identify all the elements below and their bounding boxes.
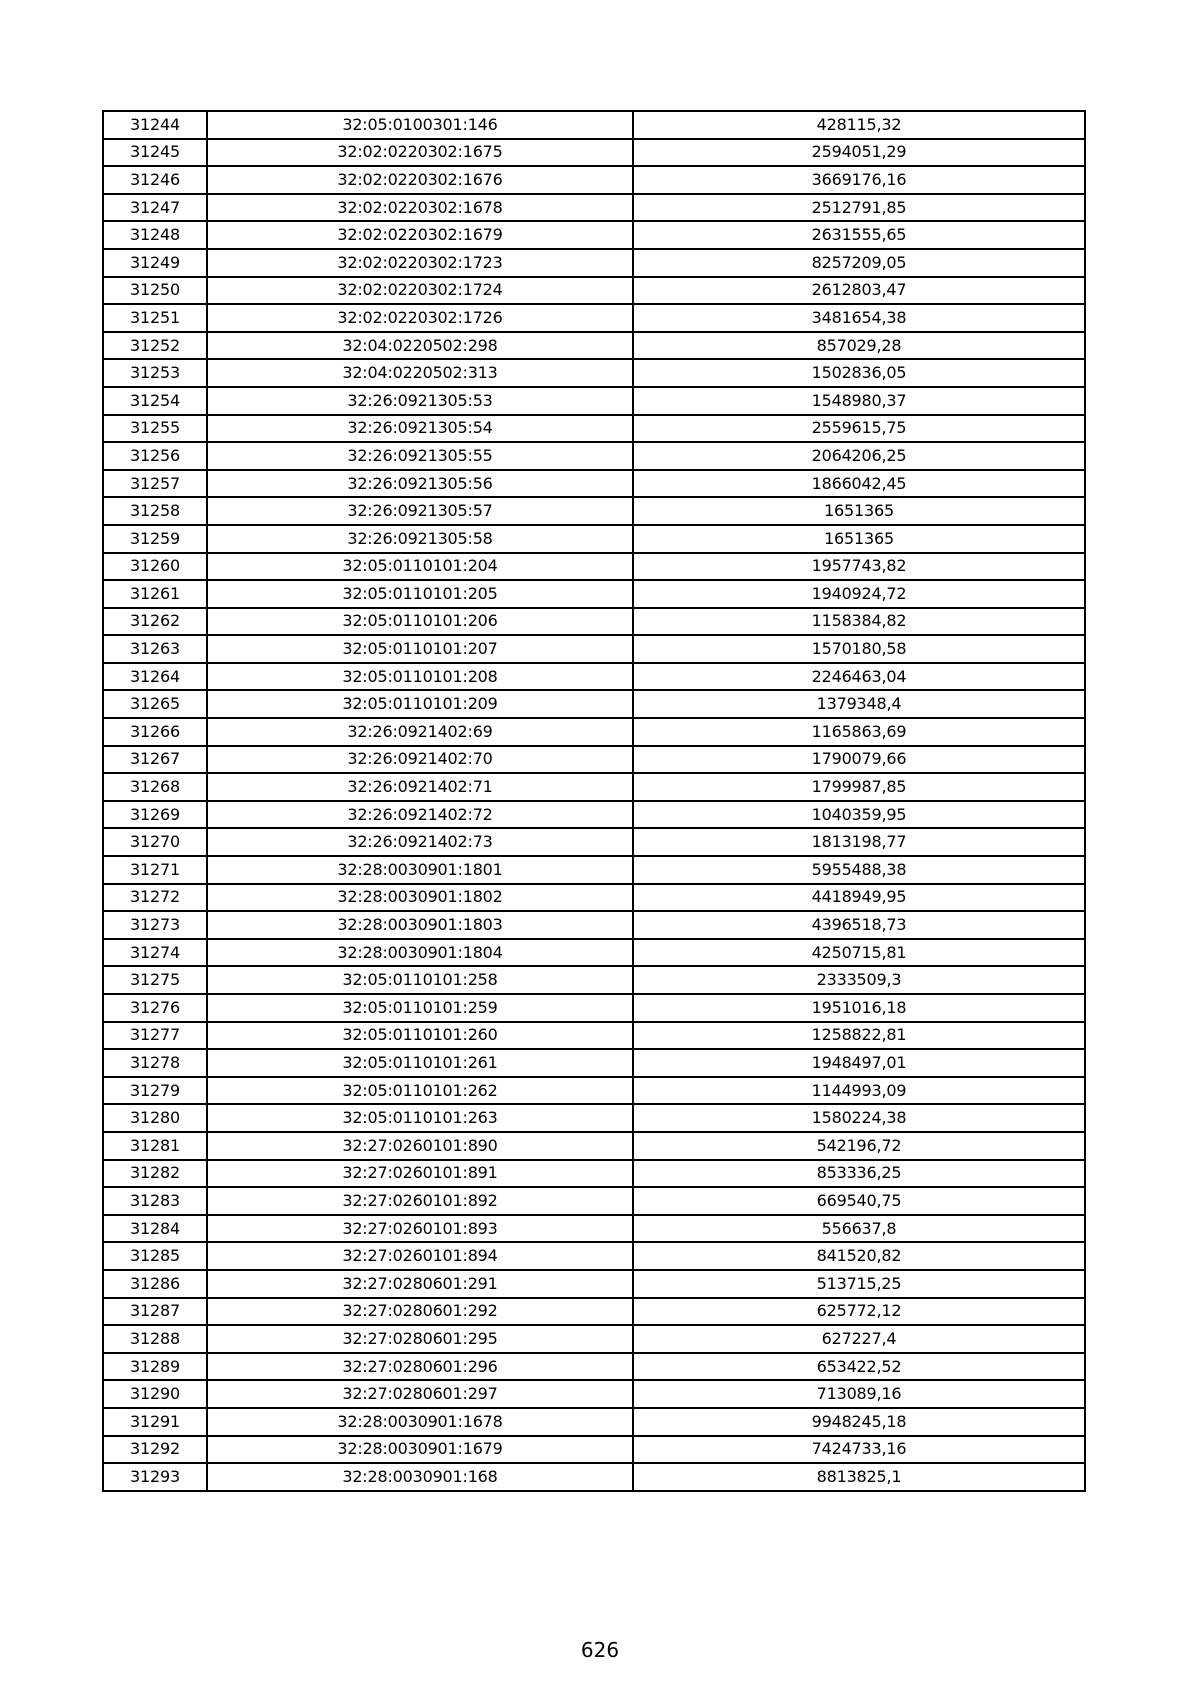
cadastral-number-cell: 32:26:0921402:69 [207,718,633,746]
table-row [103,139,1085,167]
row-number-cell: 31259 [103,525,207,553]
value-cell: 1799987,85 [633,773,1085,801]
row-number-cell: 31288 [103,1325,207,1353]
row-number-cell: 31285 [103,1242,207,1270]
value-cell: 8813825,1 [633,1463,1085,1491]
cadastral-number-cell: 32:02:0220302:1723 [207,249,633,277]
table-row [103,194,1085,222]
table-row [103,746,1085,774]
row-number-cell: 31287 [103,1298,207,1326]
row-number-cell: 31292 [103,1436,207,1464]
row-number-cell: 31279 [103,1077,207,1105]
row-number-cell: 31249 [103,249,207,277]
table-row [103,442,1085,470]
table-row [103,1325,1085,1353]
table-row [103,166,1085,194]
table-row [103,1022,1085,1050]
cadastral-number-cell: 32:05:0100301:146 [207,111,633,139]
value-cell: 5955488,38 [633,856,1085,884]
table-row [103,994,1085,1022]
cadastral-number-cell: 32:02:0220302:1676 [207,166,633,194]
table-row [103,1077,1085,1105]
cadastral-number-cell: 32:05:0110101:258 [207,966,633,994]
row-number-cell: 31276 [103,994,207,1022]
cadastral-number-cell: 32:05:0110101:204 [207,553,633,581]
table-row [103,1436,1085,1464]
table-row [103,1463,1085,1491]
row-number-cell: 31248 [103,221,207,249]
value-cell: 3669176,16 [633,166,1085,194]
table-row [103,387,1085,415]
row-number-cell: 31253 [103,359,207,387]
cadastral-number-cell: 32:28:0030901:1679 [207,1436,633,1464]
table-row [103,884,1085,912]
row-number-cell: 31262 [103,608,207,636]
cadastral-number-cell: 32:26:0921305:58 [207,525,633,553]
row-number-cell: 31267 [103,746,207,774]
table-row [103,801,1085,829]
row-number-cell: 31263 [103,635,207,663]
value-cell: 2064206,25 [633,442,1085,470]
cadastral-number-cell: 32:05:0110101:259 [207,994,633,1022]
cadastral-number-cell: 32:05:0110101:263 [207,1104,633,1132]
cadastral-number-cell: 32:05:0110101:207 [207,635,633,663]
cadastral-number-cell: 32:05:0110101:206 [207,608,633,636]
value-cell: 1379348,4 [633,690,1085,718]
table-row [103,856,1085,884]
table-row [103,608,1085,636]
cadastral-number-cell: 32:02:0220302:1726 [207,304,633,332]
value-cell: 1651365 [633,525,1085,553]
row-number-cell: 31251 [103,304,207,332]
value-cell: 2594051,29 [633,139,1085,167]
value-cell: 1144993,09 [633,1077,1085,1105]
row-number-cell: 31261 [103,580,207,608]
cadastral-number-cell: 32:02:0220302:1678 [207,194,633,222]
row-number-cell: 31281 [103,1132,207,1160]
cadastral-number-cell: 32:27:0260101:894 [207,1242,633,1270]
value-cell: 1165863,69 [633,718,1085,746]
value-cell: 513715,25 [633,1270,1085,1298]
cadastral-number-cell: 32:27:0280601:291 [207,1270,633,1298]
value-cell: 627227,4 [633,1325,1085,1353]
cadastral-number-cell: 32:02:0220302:1724 [207,277,633,305]
table-row [103,1187,1085,1215]
row-number-cell: 31291 [103,1408,207,1436]
value-cell: 1866042,45 [633,470,1085,498]
table-row [103,249,1085,277]
row-number-cell: 31282 [103,1160,207,1188]
value-cell: 1813198,77 [633,828,1085,856]
table-row [103,553,1085,581]
value-cell: 4418949,95 [633,884,1085,912]
row-number-cell: 31258 [103,497,207,525]
value-cell: 2333509,3 [633,966,1085,994]
row-number-cell: 31265 [103,690,207,718]
table-row [103,1380,1085,1408]
row-number-cell: 31268 [103,773,207,801]
row-number-cell: 31275 [103,966,207,994]
table-row [103,415,1085,443]
row-number-cell: 31277 [103,1022,207,1050]
table-row [103,332,1085,360]
row-number-cell: 31270 [103,828,207,856]
table-row [103,1049,1085,1077]
value-cell: 2246463,04 [633,663,1085,691]
value-cell: 1957743,82 [633,553,1085,581]
value-cell: 669540,75 [633,1187,1085,1215]
cadastral-number-cell: 32:28:0030901:1803 [207,911,633,939]
row-number-cell: 31255 [103,415,207,443]
table-row [103,277,1085,305]
value-cell: 556637,8 [633,1215,1085,1243]
cadastral-number-cell: 32:26:0921402:73 [207,828,633,856]
row-number-cell: 31271 [103,856,207,884]
table-row [103,359,1085,387]
row-number-cell: 31244 [103,111,207,139]
table-row [103,1270,1085,1298]
value-cell: 8257209,05 [633,249,1085,277]
row-number-cell: 31286 [103,1270,207,1298]
row-number-cell: 31246 [103,166,207,194]
value-cell: 2631555,65 [633,221,1085,249]
value-cell: 1570180,58 [633,635,1085,663]
page-number: 626 [580,1638,620,1662]
cadastral-number-cell: 32:26:0921402:72 [207,801,633,829]
cadastral-number-cell: 32:28:0030901:1804 [207,939,633,967]
value-cell: 3481654,38 [633,304,1085,332]
row-number-cell: 31269 [103,801,207,829]
table-row [103,1215,1085,1243]
cadastral-number-cell: 32:26:0921402:70 [207,746,633,774]
row-number-cell: 31245 [103,139,207,167]
value-cell: 2512791,85 [633,194,1085,222]
table-row [103,1104,1085,1132]
cadastral-number-cell: 32:05:0110101:205 [207,580,633,608]
row-number-cell: 31284 [103,1215,207,1243]
table-row [103,304,1085,332]
cadastral-number-cell: 32:05:0110101:262 [207,1077,633,1105]
row-number-cell: 31283 [103,1187,207,1215]
row-number-cell: 31260 [103,553,207,581]
cadastral-number-cell: 32:26:0921305:56 [207,470,633,498]
table-row [103,470,1085,498]
table-row [103,939,1085,967]
cadastral-number-cell: 32:04:0220502:298 [207,332,633,360]
table-row [103,635,1085,663]
table-row [103,1160,1085,1188]
cadastral-number-cell: 32:05:0110101:261 [207,1049,633,1077]
row-number-cell: 31266 [103,718,207,746]
row-number-cell: 31293 [103,1463,207,1491]
cadastral-number-cell: 32:05:0110101:260 [207,1022,633,1050]
value-cell: 1790079,66 [633,746,1085,774]
cadastral-number-cell: 32:27:0260101:890 [207,1132,633,1160]
cadastral-number-cell: 32:27:0280601:296 [207,1353,633,1381]
value-cell: 653422,52 [633,1353,1085,1381]
cadastral-number-cell: 32:26:0921305:57 [207,497,633,525]
value-cell: 1948497,01 [633,1049,1085,1077]
cadastral-number-cell: 32:26:0921305:54 [207,415,633,443]
table-row [103,718,1085,746]
data-table [102,110,1086,1492]
value-cell: 4396518,73 [633,911,1085,939]
value-cell: 857029,28 [633,332,1085,360]
value-cell: 1548980,37 [633,387,1085,415]
row-number-cell: 31273 [103,911,207,939]
table-row [103,1132,1085,1160]
cadastral-number-cell: 32:27:0280601:295 [207,1325,633,1353]
value-cell: 1940924,72 [633,580,1085,608]
cadastral-number-cell: 32:28:0030901:1678 [207,1408,633,1436]
table-row [103,911,1085,939]
row-number-cell: 31252 [103,332,207,360]
cadastral-number-cell: 32:02:0220302:1679 [207,221,633,249]
table-row [103,663,1085,691]
cadastral-number-cell: 32:26:0921305:53 [207,387,633,415]
cadastral-number-cell: 32:05:0110101:208 [207,663,633,691]
value-cell: 853336,25 [633,1160,1085,1188]
table-row [103,525,1085,553]
cadastral-number-cell: 32:27:0260101:892 [207,1187,633,1215]
row-number-cell: 31257 [103,470,207,498]
value-cell: 713089,16 [633,1380,1085,1408]
cadastral-number-cell: 32:28:0030901:1801 [207,856,633,884]
table-row [103,221,1085,249]
value-cell: 2612803,47 [633,277,1085,305]
value-cell: 841520,82 [633,1242,1085,1270]
table-body [103,111,1085,1491]
table-row [103,828,1085,856]
value-cell: 4250715,81 [633,939,1085,967]
table-row [103,1298,1085,1326]
cadastral-number-cell: 32:04:0220502:313 [207,359,633,387]
cadastral-number-cell: 32:27:0260101:893 [207,1215,633,1243]
cadastral-number-cell: 32:02:0220302:1675 [207,139,633,167]
row-number-cell: 31264 [103,663,207,691]
row-number-cell: 31272 [103,884,207,912]
row-number-cell: 31280 [103,1104,207,1132]
cadastral-number-cell: 32:28:0030901:1802 [207,884,633,912]
value-cell: 1580224,38 [633,1104,1085,1132]
table-row [103,580,1085,608]
value-cell: 1040359,95 [633,801,1085,829]
row-number-cell: 31254 [103,387,207,415]
cadastral-number-cell: 32:05:0110101:209 [207,690,633,718]
table-row [103,1408,1085,1436]
cadastral-number-cell: 32:27:0280601:297 [207,1380,633,1408]
cadastral-number-cell: 32:26:0921402:71 [207,773,633,801]
value-cell: 2559615,75 [633,415,1085,443]
value-cell: 1502836,05 [633,359,1085,387]
cadastral-number-cell: 32:28:0030901:168 [207,1463,633,1491]
table-row [103,111,1085,139]
value-cell: 9948245,18 [633,1408,1085,1436]
value-cell: 542196,72 [633,1132,1085,1160]
value-cell: 1651365 [633,497,1085,525]
table-row [103,690,1085,718]
row-number-cell: 31247 [103,194,207,222]
value-cell: 428115,32 [633,111,1085,139]
row-number-cell: 31274 [103,939,207,967]
cadastral-number-cell: 32:27:0260101:891 [207,1160,633,1188]
value-cell: 1258822,81 [633,1022,1085,1050]
value-cell: 7424733,16 [633,1436,1085,1464]
table-row [103,497,1085,525]
table-row [103,1242,1085,1270]
row-number-cell: 31289 [103,1353,207,1381]
value-cell: 625772,12 [633,1298,1085,1326]
row-number-cell: 31290 [103,1380,207,1408]
row-number-cell: 31256 [103,442,207,470]
value-cell: 1951016,18 [633,994,1085,1022]
row-number-cell: 31250 [103,277,207,305]
table-row [103,966,1085,994]
cadastral-number-cell: 32:26:0921305:55 [207,442,633,470]
table-row [103,773,1085,801]
table-row [103,1353,1085,1381]
value-cell: 1158384,82 [633,608,1085,636]
cadastral-number-cell: 32:27:0280601:292 [207,1298,633,1326]
row-number-cell: 31278 [103,1049,207,1077]
